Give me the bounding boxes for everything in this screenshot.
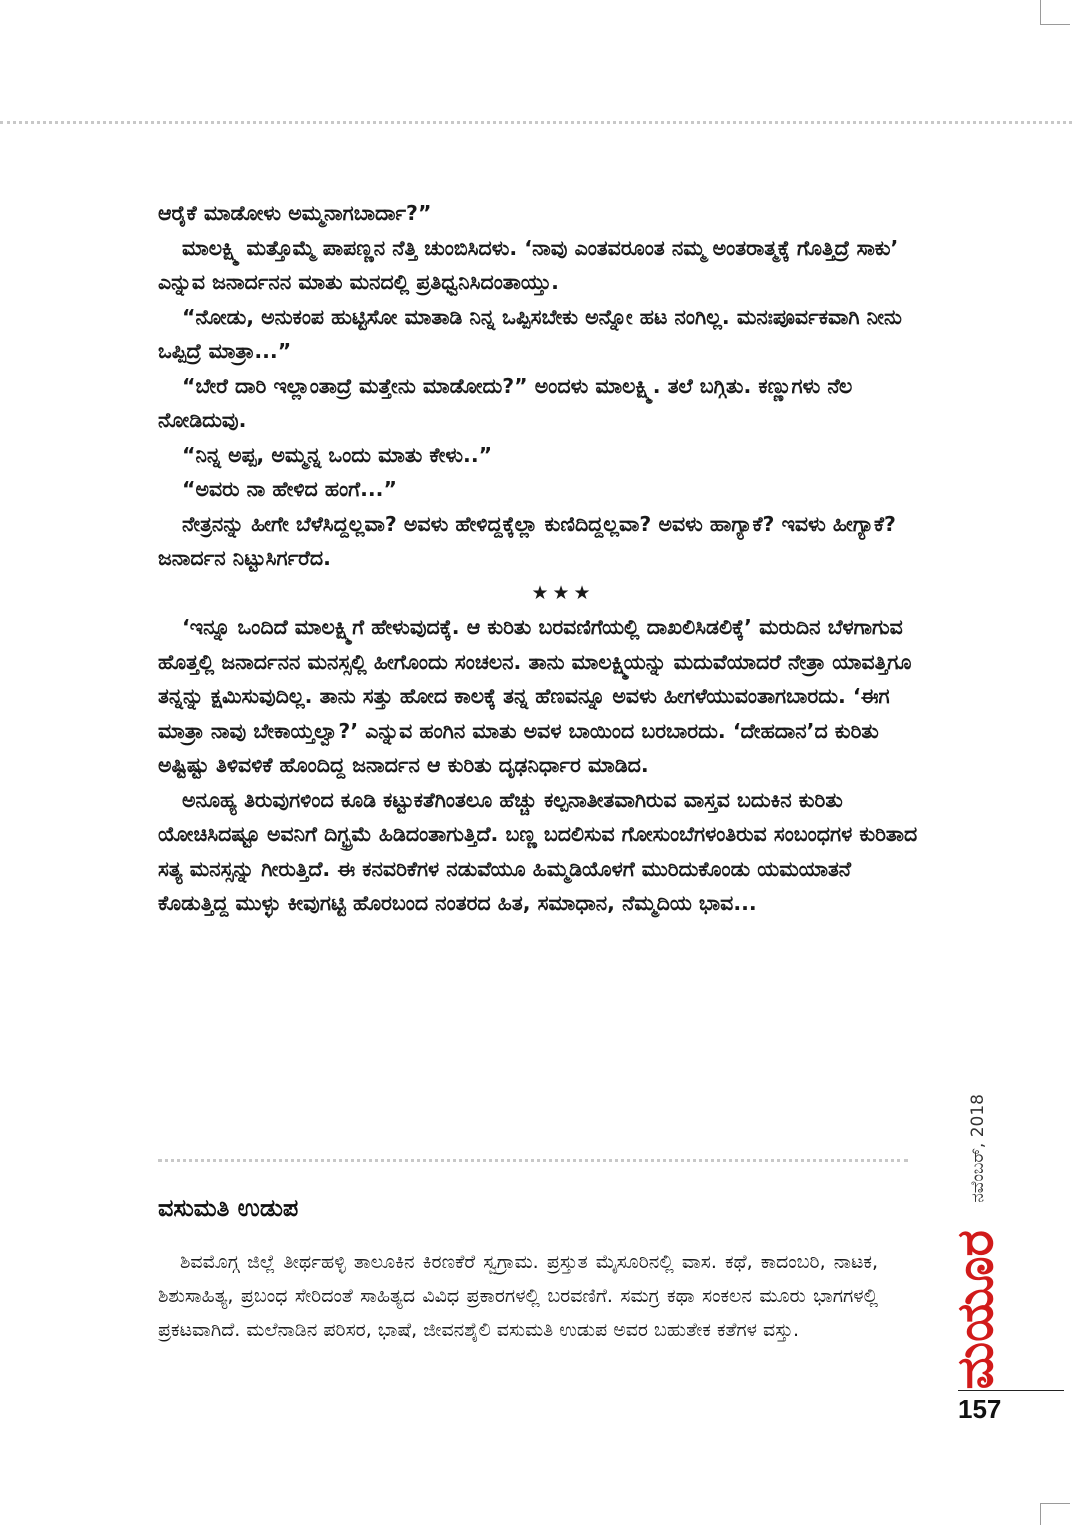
story-paragraph: “ನೋಡು, ಅನುಕಂಪ ಹುಟ್ಟಿಸೋ ಮಾತಾಡಿ ನಿನ್ನ ಒಪ್ಪಿಸಬೇಕು ಅನ್ನೋ ಹಟ ನಂಗಿಲ್ಲ. ಮನಃಪೂರ್ವಕವಾಗಿ ನೀನು ಒಪ್ಪಿದ್ರೆ ಮಾತ್ರಾ...” xyxy=(158,304,902,363)
story-paragraph: ಮಾಲಕ್ಷ್ಮಿ ಮತ್ತೊಮ್ಮೆ ಪಾಪಣ್ಣನ ನೆತ್ತಿ ಚುಂಬಿಸಿದಳು. ‘ನಾವು ಎಂತವರೂಂತ ನಮ್ಮ ಅಂತರಾತ್ಮಕ್ಕೆ ಗೊತ್ತಿದ್ರೆ ಸಾಕು’ ಎನ್ನುವ ಜನಾರ್ದನನ ಮಾತು ಮನದಲ್ಲಿ ಪ್ರತಿಧ್ವನಿಸಿದಂತಾಯ್ತು. xyxy=(158,235,899,294)
story-paragraph: “ನಿನ್ನ ಅಪ್ಪ, ಅಮ್ಮನ್ನ ಒಂದು ಮಾತು ಕೇಳು..” xyxy=(182,442,493,467)
author-bio: ಶಿವಮೊಗ್ಗ ಜಿಲ್ಲೆ ತೀರ್ಥಹಳ್ಳಿ ತಾಲೂಕಿನ ಕಿರಣಕೆರೆ ಸ್ವಗ್ರಾಮ. ಪ್ರಸ್ತುತ ಮೈಸೂರಿನಲ್ಲಿ ವಾಸ. ಕಥೆ, ಕಾದಂಬರಿ, ನಾಟಕ, ಶಿಶುಸಾಹಿತ್ಯ, ಪ್ರಬಂಧ ಸೇರಿದಂತೆ ಸಾಹಿತ್ಯದ ವಿವಿಧ ಪ್ರಕಾರಗಳಲ್ಲಿ ಬರವಣಿಗೆ. ಸಮಗ್ರ ಕಥಾ ಸಂಕಲನ ಮೂರು ಭಾಗಗಳಲ್ಲಿ ಪ್ರಕಟವಾಗಿದೆ. ಮಲೆನಾಡಿನ ಪರಿಸರ, ಭಾಷೆ, ಜೀವನಶೈಲಿ ವಸುಮತಿ ಉಡುಪ ಅವರ ಬಹುತೇಕ ಕತೆಗಳ ವಸ್ತು. xyxy=(158,1251,878,1341)
author-name: ವಸುಮತಿ ಉಡುಪ xyxy=(158,1194,299,1222)
story-paragraph: “ಅವರು ನಾ ಹೇಳಿದ ಹಂಗೆ...” xyxy=(182,477,397,501)
story-body xyxy=(158,196,918,921)
crop-mark-top-right-vertical xyxy=(1040,0,1041,24)
page-number: 157 xyxy=(958,1394,1002,1424)
magazine-logo: ಮಯೂರ xyxy=(946,1230,1004,1390)
story-paragraph: ಅನೂಹ್ಯ ತಿರುವುಗಳಿಂದ ಕೂಡಿ ಕಟ್ಟುಕತೆಗಿಂತಲೂ ಹೆಚ್ಚು ಕಲ್ಪನಾತೀತವಾಗಿರುವ ವಾಸ್ತವ ಬದುಕಿನ ಕುರಿತು ಯೋಚಿಸಿದಷ್ಟೂ ಅವನಿಗೆ ದಿಗ್ಭ್ರಮೆ ಹಿಡಿದಂತಾಗುತ್ತಿದೆ. ಬಣ್ಣ ಬದಲಿಸುವ ಗೋಸುಂಬೆಗಳಂತಿರುವ ಸಂಬಂಧಗಳ ಕುರಿತಾದ ಸತ್ಯ ಮನಸ್ಸನ್ನು ಗೀರುತ್ತಿದೆ. ಈ ಕನವರಿಕೆಗಳ ನಡುವೆಯೂ ಹಿಮ್ಮಡಿಯೊಳಗೆ ಮುರಿದುಕೊಂಡು ಯಮಯಾತನೆ ಕೊಡುತ್ತಿದ್ದ ಮುಳ್ಳು ಕೀವುಗಟ್ಟಿ ಹೊರಬಂದ ನಂತರದ ಹಿತ, ಸಮಾಧಾನ, ನೆಮ್ಮದಿಯ ಭಾವ... xyxy=(158,787,918,915)
page-number-rule xyxy=(958,1390,1064,1391)
story-paragraph: ನೇತ್ರನನ್ನು ಹೀಗೇ ಬೆಳೆಸಿದ್ದಲ್ಲವಾ? ಅವಳು ಹೇಳಿದ್ದಕ್ಕೆಲ್ಲಾ ಕುಣಿದಿದ್ದಲ್ಲವಾ? ಅವಳು ಹಾಗ್ಯಾಕೆ? ಇವಳು ಹೀಗ್ಯಾಕೆ? ಜನಾರ್ದನ ನಿಟ್ಟುಸಿರ್ಗರೆದ. xyxy=(158,511,896,570)
issue-date: ನವೆಂಬರ್, 2018 xyxy=(968,1094,988,1203)
story-paragraph: ‘ಇನ್ನೂ ಒಂದಿದೆ ಮಾಲಕ್ಷ್ಮಿಗೆ ಹೇಳುವುದಕ್ಕೆ. ಆ ಕುರಿತು ಬರವಣಿಗೆಯಲ್ಲಿ ದಾಖಲಿಸಿಡಲಿಕ್ಕೆ’ ಮರುದಿನ ಬೆಳಗಾಗುವ ಹೊತ್ತಲ್ಲಿ ಜನಾರ್ದನನ ಮನಸ್ಸಲ್ಲಿ ಹೀಗೊಂದು ಸಂಚಲನ. ತಾನು ಮಾಲಕ್ಷ್ಮಿಯನ್ನು ಮದುವೆಯಾದರೆ ನೇತ್ರಾ ಯಾವತ್ತಿಗೂ ತನ್ನನ್ನು ಕ್ಷಮಿಸುವುದಿಲ್ಲ. ತಾನು ಸತ್ತು ಹೋದ ಕಾಲಕ್ಕೆ ತನ್ನ ಹೆಣವನ್ನೂ ಅವಳು ಹೀಗಳೆಯುವಂತಾಗಬಾರದು. ‘ಈಗ ಮಾತ್ರಾ ನಾವು ಬೇಕಾಯ್ತಲ್ವಾ?’ ಎನ್ನುವ ಹಂಗಿನ ಮಾತು ಅವಳ ಬಾಯಿಂದ ಬರಬಾರದು. ‘ದೇಹದಾನ’ದ ಕುರಿತು ಅಷ್ಟಿಷ್ಟು ತಿಳಿವಳಿಕೆ ಹೊಂದಿದ್ದ ಜನಾರ್ದನ ಆ ಕುರಿತು ದೃಢನಿರ್ಧಾರ ಮಾಡಿದ. xyxy=(158,615,912,777)
story-paragraph: “ಬೇರೆ ದಾರಿ ಇಲ್ಲಾಂತಾದ್ರೆ ಮತ್ತೇನು ಮಾಡೋದು?” ಅಂದಳು ಮಾಲಕ್ಷ್ಮಿ. ತಲೆ ಬಗ್ಗಿತು. ಕಣ್ಣುಗಳು ನೆಲ ನೋಡಿದುವು. xyxy=(158,373,853,432)
crop-mark-bottom-right-vertical xyxy=(1040,1503,1041,1525)
crop-mark-top-right-horizontal xyxy=(1040,24,1070,25)
bio-dotted-divider xyxy=(158,1159,908,1162)
story-paragraph: ಆರೈಕೆ ಮಾಡೋಳು ಅಮ್ಮನಾಗಬಾರ್ದಾ?” xyxy=(158,201,432,225)
section-break-stars: ★★★ xyxy=(531,581,595,604)
top-dotted-divider xyxy=(0,121,1072,124)
crop-mark-bottom-right-horizontal xyxy=(1040,1503,1070,1504)
